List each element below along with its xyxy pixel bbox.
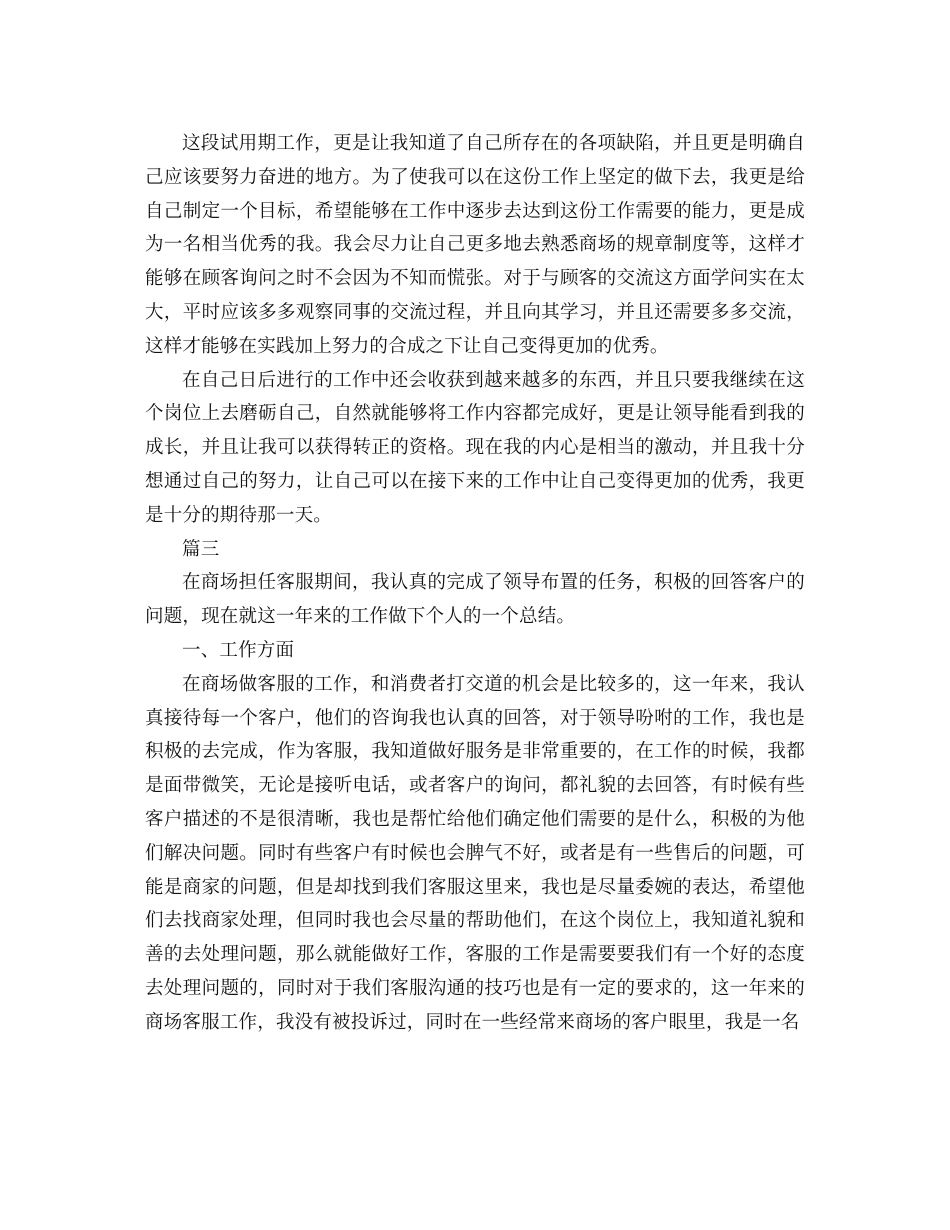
document-body bbox=[145, 127, 805, 1040]
paragraph-future-expectation: 在自己日后进行的工作中还会收获到越来越多的东西，并且只要我继续在这个岗位上去磨砺自己，自然就能够将工作内容都完成好，更是让领导能看到我的成长，并且让我可以获得转正的资格。现在我的内心是相当的激动，并且我十分想通过自己的努力，让自己可以在接下来的工作中让自己变得更加的优秀，我更是十分的期待那一天。 bbox=[145, 369, 805, 526]
subheading-work-aspect: 一、工作方面 bbox=[182, 639, 295, 661]
section-heading-part-three: 篇三 bbox=[182, 538, 220, 560]
paragraph-customer-service-work: 在商场做客服的工作，和消费者打交道的机会是比较多的，这一年来，我认真接待每一个客户，他们的咨询我也认真的回答，对于领导吩咐的工作，我也是积极的去完成，作为客服，我知道做好服务是非常重要的，在工作的时候，我都是面带微笑，无论是接听电话，或者客户的询问，都礼貌的去回答，有时候有些客户描述的不是很清晰，我也是帮忙给他们确定他们需要的是什么，积极的为他们解决问题。同时有些客户有时候也会脾气不好，或者是有一些售后的问题，可能是商家的问题，但是却找到我们客服这里来，我也是尽量委婉的表达，希望他们去找商家处理，但同时我也会尽量的帮助他们，在这个岗位上，我知道礼貌和善的去处理问题，那么就能做好工作，客服的工作是需要要我们有一个好的态度去处理问题的，同时对于我们客服沟通的技巧也是有一定的要求的，这一年来的商场客服工作，我没有被投诉过，同时在一些经常来商场的客户眼里，我是一名 bbox=[145, 673, 805, 1033]
paragraph-summary-intro: 在商场担任客服期间，我认真的完成了领导布置的任务，积极的回答客户的问题，现在就这一年来的工作做下个人的一个总结。 bbox=[145, 572, 805, 628]
paragraph-probation-reflection: 这段试用期工作，更是让我知道了自己所存在的各项缺陷，并且更是明确自己应该要努力奋进的地方。为了使我可以在这份工作上坚定的做下去，我更是给自己制定一个目标，希望能够在工作中逐步去达到这份工作需要的能力，更是成为一名相当优秀的我。我会尽力让自己更多地去熟悉商场的规章制度等，这样才能够在顾客询问之时不会因为不知而慌张。对于与顾客的交流这方面学问实在太大，平时应该多多观察同事的交流过程，并且向其学习，并且还需要多多交流，这样才能够在实践加上努力的合成之下让自己变得更加的优秀。 bbox=[145, 133, 805, 357]
